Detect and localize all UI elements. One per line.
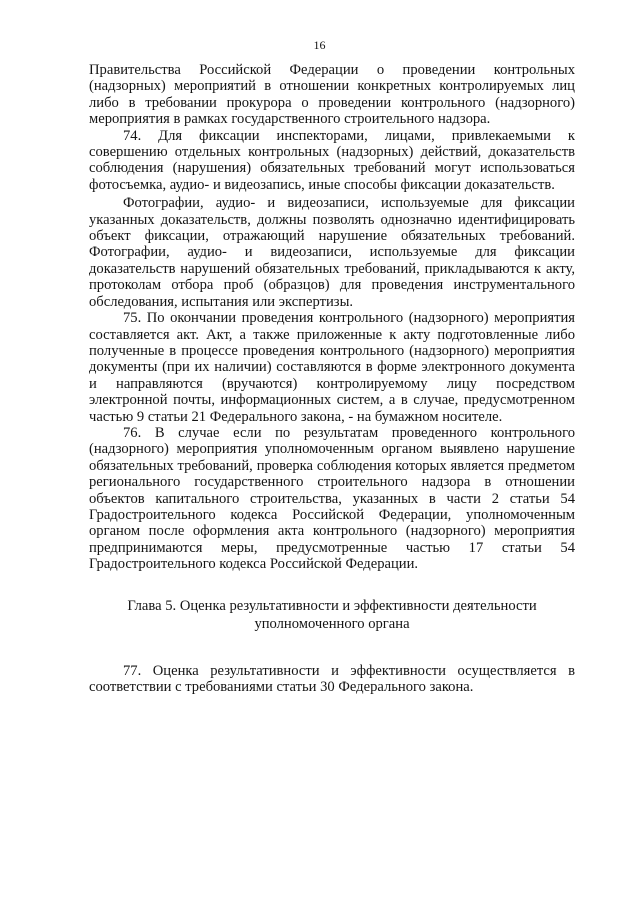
document-body	[89, 62, 575, 695]
page-number: 16	[313, 38, 326, 52]
chapter-heading-line-2: уполномоченного органа	[254, 615, 410, 632]
paragraph-74: 74. Для фиксации инспекторами, лицами, привлекаемыми к совершению отдельных контрольных (надзорных) действий, доказательств соблюдения (нарушения) обязательных требований могут использоваться фотосъемка, аудио- и видеозапись, иные способы фиксации доказательств.	[89, 127, 575, 193]
paragraph-75: 75. По окончании проведения контрольного (надзорного) мероприятия составляется акт. Акт, а также приложенные к акту подготовленные либо полученные в процессе проведения контрольного (надзорного) мероприятия документы (при их наличии) составляются в форме электронного документа и направляются (вручаются) контролируемому лицу посредством электронной почты, информационных систем, а в случае, предусмотренном частью 9 статьи 21 Федерального закона, - на бумажном носителе.	[89, 310, 575, 425]
paragraph-continuation: Правительства Российской Федерации о проведении контрольных (надзорных) мероприятий в отношении конкретных контролируемых лиц либо в требовании прокурора о проведении контрольного (надзорного) мероприятия в рамках государственного строительного надзора.	[89, 62, 575, 128]
paragraph-76: 76. В случае если по результатам проведенного контрольного (надзорного) мероприятия уполномоченным органом выявлено нарушение обязательных требований, проверка соблюдения которых является предметом регионального государственного строительного надзора в отношении объектов капитального строительства, указанных в части 2 статьи 54 Градостроительного кодекса Российской Федерации, уполномоченным органом после оформления акта контрольного (надзорного) мероприятия предпринимаются меры, предусмотренные частью 17 статьи 54 Градостроительного кодекса Российской Федерации.	[89, 424, 575, 573]
chapter-heading	[89, 597, 575, 633]
paragraph-photos: Фотографии, аудио- и видеозаписи, используемые для фиксации указанных доказательств, должны позволять однозначно идентифицировать объект фиксации, отражающий нарушение обязательных требований. Фотографии, аудио- и видеозаписи, используемые для фиксации доказательств нарушений обязательных требований, прикладываются к акту, протоколам отбора проб (образцов) для проведения инструментального обследования, испытания или экспертизы.	[89, 195, 575, 310]
chapter-heading-line-1: Глава 5. Оценка результативности и эффективности деятельности	[127, 597, 537, 614]
paragraph-77: 77. Оценка результативности и эффективности осуществляется в соответствии с требованиями статьи 30 Федерального закона.	[89, 662, 575, 695]
